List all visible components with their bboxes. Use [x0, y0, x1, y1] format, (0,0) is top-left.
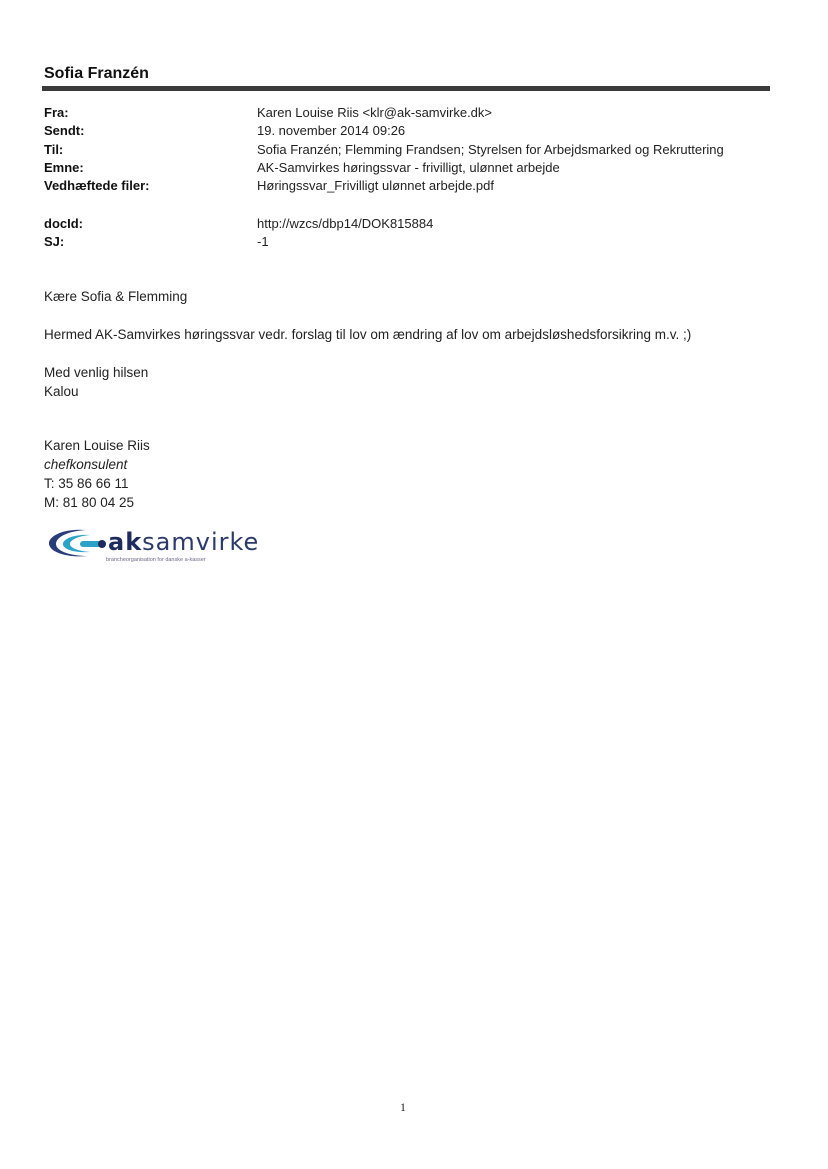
- email-body: Hermed AK-Samvirkes høringssvar vedr. forslag til lov om ændring af lov om arbejdsløshedsforsikring m.v. ;): [44, 327, 692, 342]
- subject-row: [44, 159, 784, 177]
- logo-suffix: samvirke: [142, 528, 260, 556]
- sender-nickname: Kalou: [44, 384, 79, 399]
- email-closing: Med venlig hilsen: [44, 365, 149, 380]
- to-label: Til:: [44, 142, 64, 157]
- sj-value: -1: [257, 234, 269, 249]
- sent-value: 19. november 2014 09:26: [257, 123, 406, 138]
- sent-row: [44, 122, 784, 140]
- logo-tagline: brancheorganisation for danske a-kasser: [106, 557, 206, 563]
- signature-title: chefkonsulent: [44, 457, 128, 472]
- attachments-row: [44, 177, 784, 195]
- logo-wordmark: [108, 528, 259, 556]
- ak-samvirke-logo: [46, 526, 260, 568]
- attachment-file: Høringssvar_Frivilligt ulønnet arbejde.pdf: [257, 178, 494, 193]
- mailbox-owner-name: Sofia Franzén: [44, 65, 149, 82]
- signature-mobile: M: 81 80 04 25: [44, 495, 135, 510]
- page-number: 1: [400, 1100, 406, 1114]
- signature-phone: T: 35 86 66 11: [44, 476, 129, 491]
- attachments-label: Vedhæftede filer:: [44, 178, 150, 193]
- docid-label: docId:: [44, 216, 83, 231]
- sent-label: Sendt:: [44, 123, 85, 138]
- docid-row: [44, 215, 784, 233]
- sj-row: [44, 233, 784, 251]
- subject-label: Emne:: [44, 160, 84, 175]
- logo-prefix: ak: [108, 528, 143, 556]
- email-greeting: Kære Sofia & Flemming: [44, 289, 188, 304]
- from-value: Karen Louise Riis <klr@ak-samvirke.dk>: [257, 105, 493, 120]
- to-row: [44, 141, 784, 159]
- sj-label: SJ:: [44, 234, 65, 249]
- ak-samvirke-swoosh-icon: [46, 526, 108, 562]
- signature-name: Karen Louise Riis: [44, 438, 150, 453]
- header-divider: [42, 86, 770, 91]
- docid-value: http://wzcs/dbp14/DOK815884: [257, 216, 434, 231]
- subject-value: AK-Samvirkes høringssvar - frivilligt, ulønnet arbejde: [257, 160, 560, 175]
- to-value: Sofia Franzén; Flemming Frandsen; Styrelsen for Arbejdsmarked og Rekruttering: [257, 142, 724, 157]
- from-row: [44, 104, 784, 122]
- from-label: Fra:: [44, 105, 69, 120]
